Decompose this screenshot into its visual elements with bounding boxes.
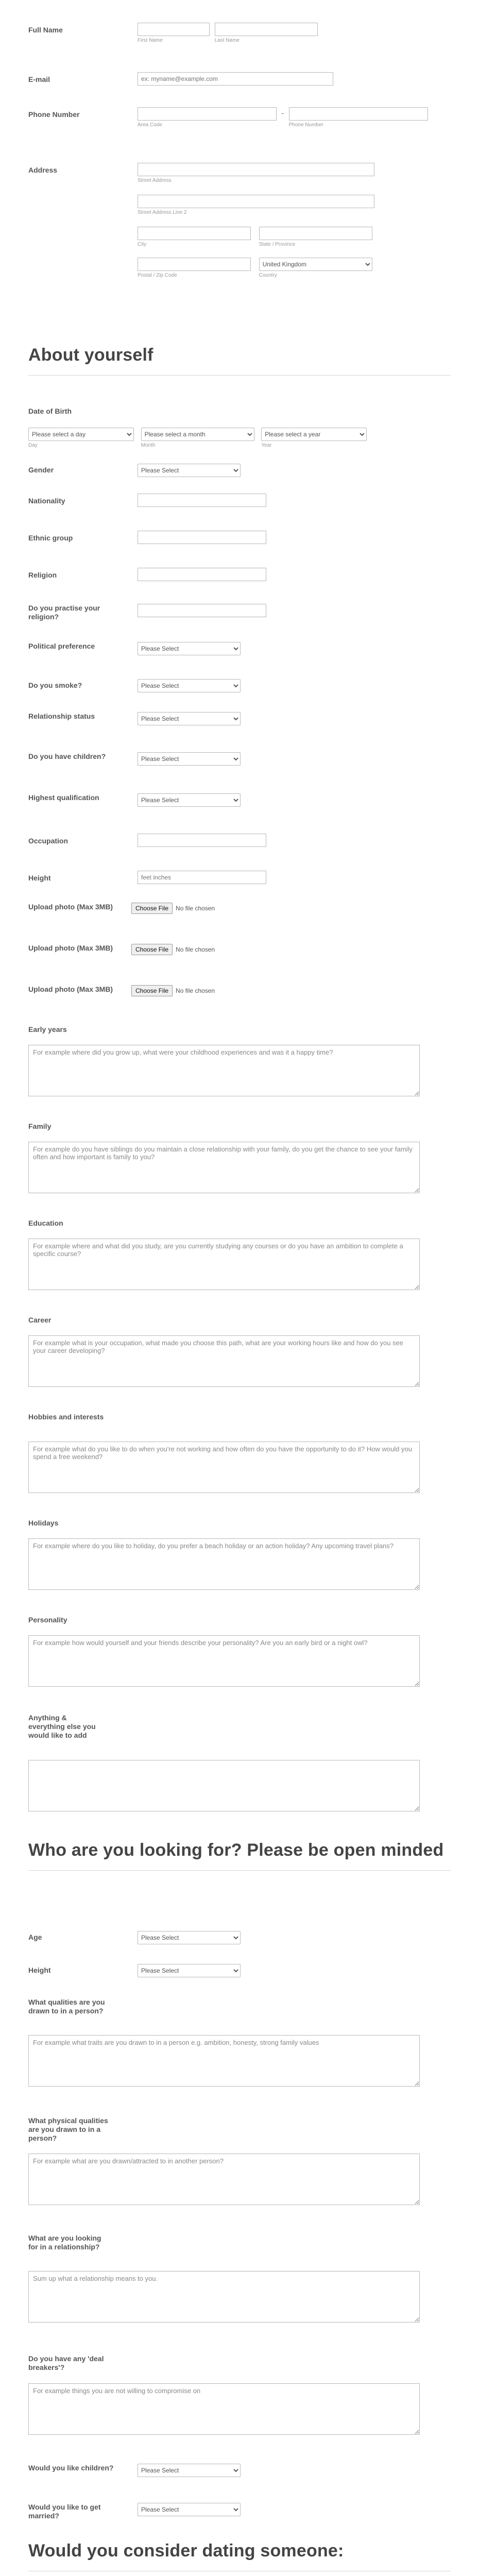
- file-status: No file chosen: [176, 905, 215, 912]
- family-row: [28, 1122, 451, 1194]
- like-children-row: [28, 2464, 451, 2484]
- holidays-textarea[interactable]: [28, 1538, 420, 1590]
- relationship-status-select[interactable]: [138, 712, 241, 725]
- early-years-label: Early years: [28, 1025, 67, 1033]
- street-address-2-sublabel: Street Address Line 2: [138, 210, 187, 215]
- like-children-select[interactable]: [138, 2464, 241, 2477]
- holidays-row: [28, 1519, 451, 1591]
- qualities-label: What qualities are you drawn to in a person?: [28, 1998, 105, 2015]
- nationality-label: Nationality: [28, 497, 65, 505]
- gender-row: [28, 464, 451, 479]
- looking-relationship-textarea[interactable]: [28, 2271, 420, 2323]
- area-code-input[interactable]: [138, 107, 277, 121]
- political-select[interactable]: [138, 642, 241, 655]
- family-textarea[interactable]: [28, 1142, 420, 1193]
- upload-photo-label: Upload photo (Max 3MB): [28, 944, 113, 952]
- choose-file-button[interactable]: Choose File: [131, 944, 173, 955]
- state-input[interactable]: [259, 227, 372, 240]
- married-row: [28, 2503, 451, 2523]
- email-input[interactable]: [138, 72, 333, 86]
- address-label: Address: [28, 166, 58, 174]
- personality-textarea[interactable]: [28, 1635, 420, 1687]
- political-label: Political preference: [28, 642, 95, 650]
- looking-age-label: Age: [28, 1933, 42, 1941]
- practise-label: Do you practise your religion?: [28, 604, 100, 621]
- file-status: No file chosen: [176, 946, 215, 953]
- physical-row: [28, 2116, 451, 2209]
- smoke-select[interactable]: [138, 679, 241, 692]
- occupation-input[interactable]: [138, 834, 266, 847]
- deal-breakers-row: [28, 2354, 451, 2442]
- children-label: Do you have children?: [28, 752, 106, 760]
- upload-photo-label: Upload photo (Max 3MB): [28, 903, 113, 911]
- upload-row-3: [28, 985, 451, 1006]
- about-anything-label: Anything & everything else you would like to add: [28, 1714, 96, 1739]
- like-children-label: Would you like children?: [28, 2464, 114, 2472]
- education-row: [28, 1219, 451, 1291]
- looking-height-label: Height: [28, 1966, 51, 1974]
- nationality-row: [28, 494, 451, 509]
- dob-label: Date of Birth: [28, 407, 72, 415]
- about-section-title: About yourself: [28, 344, 451, 376]
- looking-age-row: [28, 1931, 451, 1946]
- upload-row-2: [28, 944, 451, 964]
- qualification-label: Highest qualification: [28, 793, 99, 802]
- upload-photo-input[interactable]: [131, 903, 215, 914]
- smoke-label: Do you smoke?: [28, 681, 82, 689]
- street-address-sublabel: Street Address: [138, 178, 172, 183]
- practise-row: [28, 604, 451, 624]
- looking-section-title: Who are you looking for? Please be open minded: [28, 1839, 451, 1871]
- about-anything-row: [28, 1714, 451, 1817]
- career-row: [28, 1316, 451, 1388]
- looking-relationship-label: What are you looking for in a relationship?: [28, 2234, 101, 2251]
- qualification-row: [28, 793, 451, 814]
- gender-select[interactable]: [138, 464, 241, 477]
- upload-photo-input[interactable]: [131, 985, 215, 996]
- last-name-sublabel: Last Name: [214, 38, 239, 43]
- married-label: Would you like to get married?: [28, 2503, 101, 2520]
- deal-breakers-textarea[interactable]: [28, 2383, 420, 2435]
- state-sublabel: State / Province: [259, 242, 296, 247]
- hobbies-label: Hobbies and interests: [28, 1413, 104, 1421]
- qualities-textarea[interactable]: [28, 2035, 420, 2087]
- full-name-label: Full Name: [28, 26, 63, 34]
- phone-label: Phone Number: [28, 110, 80, 118]
- education-label: Education: [28, 1219, 63, 1227]
- street-address-input[interactable]: [138, 163, 374, 176]
- dating-section-title: Would you consider dating someone:: [28, 2540, 451, 2571]
- practise-input[interactable]: [138, 604, 266, 617]
- dob-month-select[interactable]: [141, 428, 254, 441]
- personality-row: [28, 1616, 451, 1688]
- upload-photo-label: Upload photo (Max 3MB): [28, 985, 113, 993]
- qualities-row: [28, 1998, 451, 2091]
- religion-input[interactable]: [138, 568, 266, 581]
- postal-code-input[interactable]: [138, 258, 251, 271]
- email-row: [28, 72, 451, 93]
- religion-row: [28, 568, 451, 583]
- country-select[interactable]: [259, 258, 372, 271]
- full-name-row: [28, 23, 451, 54]
- family-label: Family: [28, 1122, 52, 1130]
- ethnic-row: [28, 531, 451, 546]
- deal-breakers-label: Do you have any 'deal breakers'?: [28, 2354, 104, 2371]
- street-address-2-input[interactable]: [138, 195, 374, 208]
- height-label: Height: [28, 874, 51, 882]
- looking-relationship-row: [28, 2234, 451, 2327]
- career-label: Career: [28, 1316, 52, 1324]
- looking-age-select[interactable]: [138, 1931, 241, 1944]
- early-years-textarea[interactable]: [28, 1045, 420, 1096]
- first-name-input[interactable]: [138, 23, 210, 36]
- personality-label: Personality: [28, 1616, 67, 1624]
- qualification-select[interactable]: [138, 793, 241, 807]
- married-select[interactable]: [138, 2503, 241, 2516]
- children-row: [28, 752, 451, 773]
- country-sublabel: Country: [259, 273, 277, 278]
- looking-height-select[interactable]: [138, 1964, 241, 1977]
- dob-day-sublabel: Day: [28, 443, 38, 448]
- physical-label: What physical qualities are you drawn to in a person?: [28, 2116, 108, 2142]
- phone-number-input[interactable]: [289, 107, 428, 121]
- hobbies-row: [28, 1413, 451, 1495]
- looking-height-row: [28, 1964, 451, 1979]
- about-anything-textarea[interactable]: [28, 1760, 420, 1811]
- last-name-input[interactable]: [215, 23, 318, 36]
- ethnic-input[interactable]: [138, 531, 266, 544]
- choose-file-button[interactable]: Choose File: [131, 985, 173, 996]
- early-years-row: [28, 1025, 451, 1097]
- city-sublabel: City: [138, 242, 147, 247]
- occupation-row: [28, 834, 451, 849]
- dob-row: [28, 407, 451, 448]
- phone-row: [28, 107, 451, 138]
- gender-label: Gender: [28, 466, 54, 474]
- dob-year-sublabel: Year: [261, 443, 272, 448]
- upload-photo-input[interactable]: [131, 944, 215, 955]
- postal-code-sublabel: Postal / Zip Code: [138, 273, 177, 278]
- address-row: [28, 163, 451, 317]
- upload-row-1: [28, 903, 451, 923]
- email-label: E-mail: [28, 75, 50, 83]
- nationality-input[interactable]: [138, 494, 266, 507]
- city-input[interactable]: [138, 227, 251, 240]
- relationship-status-row: [28, 712, 451, 733]
- career-textarea[interactable]: [28, 1335, 420, 1387]
- height-row: [28, 871, 451, 886]
- height-input[interactable]: [138, 871, 266, 884]
- dob-month-sublabel: Month: [141, 443, 156, 448]
- hobbies-textarea[interactable]: [28, 1442, 420, 1493]
- smoke-row: [28, 679, 451, 694]
- religion-label: Religion: [28, 571, 57, 579]
- dob-day-select[interactable]: [28, 428, 134, 441]
- phone-separator: -: [281, 109, 284, 117]
- first-name-sublabel: First Name: [138, 38, 163, 43]
- relationship-status-label: Relationship status: [28, 712, 95, 720]
- holidays-label: Holidays: [28, 1519, 59, 1527]
- political-row: [28, 642, 451, 663]
- area-code-sublabel: Area Code: [138, 122, 162, 128]
- file-status: No file chosen: [176, 987, 215, 994]
- children-select[interactable]: [138, 752, 241, 766]
- choose-file-button[interactable]: Choose File: [131, 903, 173, 914]
- physical-textarea[interactable]: [28, 2154, 420, 2205]
- dob-year-select[interactable]: [261, 428, 367, 441]
- education-textarea[interactable]: [28, 1239, 420, 1290]
- ethnic-label: Ethnic group: [28, 534, 73, 542]
- occupation-label: Occupation: [28, 837, 69, 845]
- phone-number-sublabel: Phone Number: [288, 122, 323, 128]
